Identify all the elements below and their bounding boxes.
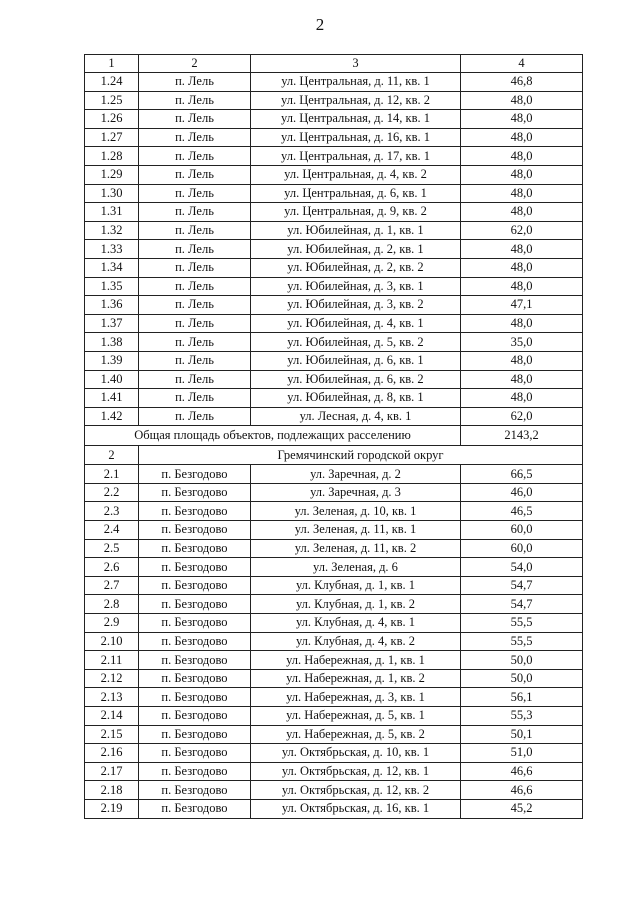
cell-address: ул. Набережная, д. 5, кв. 1 [251,707,461,726]
cell-row-number: 1.25 [85,91,139,110]
table-row [85,147,583,166]
cell-area: 48,0 [461,258,583,277]
cell-address: ул. Юбилейная, д. 6, кв. 2 [251,370,461,389]
table-row [85,558,583,577]
table-row [85,576,583,595]
cell-settlement: п. Лель [139,333,251,352]
cell-address: ул. Юбилейная, д. 3, кв. 1 [251,277,461,296]
cell-row-number: 2.3 [85,502,139,521]
cell-row-number: 1.30 [85,184,139,203]
table-row [85,258,583,277]
table-row [85,128,583,147]
cell-row-number: 2.18 [85,781,139,800]
table-row [85,296,583,315]
table-row [85,184,583,203]
cell-row-number: 2.10 [85,632,139,651]
cell-address: ул. Зеленая, д. 11, кв. 2 [251,539,461,558]
cell-row-number: 1.40 [85,370,139,389]
cell-row-number: 1.35 [85,277,139,296]
cell-area: 46,8 [461,73,583,92]
cell-area: 51,0 [461,744,583,763]
cell-area: 48,0 [461,370,583,389]
cell-area: 48,0 [461,110,583,129]
cell-settlement: п. Безгодово [139,688,251,707]
cell-area: 45,2 [461,799,583,818]
cell-area: 56,1 [461,688,583,707]
cell-settlement: п. Лель [139,203,251,222]
cell-settlement: п. Безгодово [139,725,251,744]
cell-area: 54,7 [461,576,583,595]
cell-area: 55,3 [461,707,583,726]
cell-row-number: 2.12 [85,669,139,688]
cell-area: 60,0 [461,539,583,558]
cell-settlement: п. Безгодово [139,762,251,781]
cell-settlement: п. Лель [139,165,251,184]
cell-address: ул. Октябрьская, д. 12, кв. 1 [251,762,461,781]
cell-settlement: п. Лель [139,314,251,333]
cell-address: ул. Юбилейная, д. 8, кв. 1 [251,389,461,408]
table-row [85,314,583,333]
cell-settlement: п. Безгодово [139,502,251,521]
cell-address: ул. Центральная, д. 17, кв. 1 [251,147,461,166]
cell-row-number: 1.31 [85,203,139,222]
table-row [85,240,583,259]
cell-row-number: 1.41 [85,389,139,408]
resettlement-table [84,54,583,819]
cell-area: 54,0 [461,558,583,577]
cell-settlement: п. Безгодово [139,465,251,484]
cell-row-number: 2.1 [85,465,139,484]
cell-settlement: п. Безгодово [139,521,251,540]
cell-address: ул. Клубная, д. 1, кв. 2 [251,595,461,614]
table-row [85,389,583,408]
table-row [85,110,583,129]
cell-address: ул. Центральная, д. 4, кв. 2 [251,165,461,184]
cell-area: 46,5 [461,502,583,521]
table-row [85,351,583,370]
cell-row-number: 2.5 [85,539,139,558]
cell-row-number: 1.24 [85,73,139,92]
cell-settlement: п. Лель [139,407,251,426]
cell-address: ул. Лесная, д. 4, кв. 1 [251,407,461,426]
cell-settlement: п. Лель [139,73,251,92]
table-row [85,277,583,296]
cell-row-number: 2.6 [85,558,139,577]
cell-area: 48,0 [461,277,583,296]
cell-row-number: 1.36 [85,296,139,315]
table-row [85,73,583,92]
cell-area: 62,0 [461,221,583,240]
cell-area: 55,5 [461,614,583,633]
table-row [85,669,583,688]
cell-address: ул. Клубная, д. 4, кв. 1 [251,614,461,633]
table-row [85,539,583,558]
cell-settlement: п. Безгодово [139,595,251,614]
cell-area: 55,5 [461,632,583,651]
cell-address: ул. Набережная, д. 1, кв. 2 [251,669,461,688]
cell-area: 48,0 [461,314,583,333]
cell-row-number: 1.39 [85,351,139,370]
cell-address: ул. Центральная, д. 16, кв. 1 [251,128,461,147]
cell-row-number: 1.32 [85,221,139,240]
cell-settlement: п. Безгодово [139,539,251,558]
cell-address: ул. Октябрьская, д. 12, кв. 2 [251,781,461,800]
cell-row-number: 1.34 [85,258,139,277]
cell-settlement: п. Безгодово [139,744,251,763]
cell-settlement: п. Лель [139,370,251,389]
cell-area: 46,6 [461,762,583,781]
cell-row-number: 2.13 [85,688,139,707]
cell-area: 46,6 [461,781,583,800]
cell-row-number: 1.26 [85,110,139,129]
cell-address: ул. Клубная, д. 1, кв. 1 [251,576,461,595]
table-row [85,614,583,633]
cell-address: ул. Центральная, д. 12, кв. 2 [251,91,461,110]
cell-row-number: 2.17 [85,762,139,781]
table-row [85,333,583,352]
cell-address: ул. Юбилейная, д. 3, кв. 2 [251,296,461,315]
section-row [85,445,583,465]
header-col-3: 3 [251,55,461,73]
cell-address: ул. Центральная, д. 11, кв. 1 [251,73,461,92]
table-row [85,465,583,484]
cell-address: ул. Набережная, д. 1, кв. 1 [251,651,461,670]
table-body-bezgodovo [85,465,583,818]
cell-row-number: 2.8 [85,595,139,614]
cell-address: ул. Юбилейная, д. 6, кв. 1 [251,351,461,370]
cell-settlement: п. Лель [139,128,251,147]
cell-area: 48,0 [461,389,583,408]
header-col-4: 4 [461,55,583,73]
header-col-1: 1 [85,55,139,73]
table-row [85,483,583,502]
table-row [85,762,583,781]
cell-settlement: п. Лель [139,240,251,259]
cell-settlement: п. Лель [139,296,251,315]
cell-address: ул. Юбилейная, д. 4, кв. 1 [251,314,461,333]
cell-settlement: п. Лель [139,221,251,240]
section-number: 2 [85,445,139,465]
cell-area: 48,0 [461,165,583,184]
table-row [85,595,583,614]
table-row [85,707,583,726]
cell-settlement: п. Лель [139,351,251,370]
table-row [85,632,583,651]
cell-area: 48,0 [461,147,583,166]
cell-address: ул. Юбилейная, д. 1, кв. 1 [251,221,461,240]
cell-address: ул. Юбилейная, д. 5, кв. 2 [251,333,461,352]
cell-settlement: п. Безгодово [139,576,251,595]
cell-address: ул. Зеленая, д. 6 [251,558,461,577]
cell-row-number: 1.38 [85,333,139,352]
cell-area: 50,1 [461,725,583,744]
cell-area: 48,0 [461,91,583,110]
cell-row-number: 1.33 [85,240,139,259]
cell-area: 48,0 [461,128,583,147]
table-row [85,725,583,744]
cell-settlement: п. Безгодово [139,781,251,800]
cell-settlement: п. Безгодово [139,669,251,688]
cell-row-number: 2.19 [85,799,139,818]
cell-settlement: п. Лель [139,258,251,277]
cell-settlement: п. Безгодово [139,558,251,577]
table-row [85,221,583,240]
cell-address: ул. Набережная, д. 5, кв. 2 [251,725,461,744]
header-col-2: 2 [139,55,251,73]
table-row [85,781,583,800]
cell-settlement: п. Лель [139,184,251,203]
cell-row-number: 2.2 [85,483,139,502]
cell-address: ул. Юбилейная, д. 2, кв. 1 [251,240,461,259]
cell-settlement: п. Безгодово [139,799,251,818]
cell-area: 50,0 [461,669,583,688]
table-summary [85,426,583,465]
cell-row-number: 1.27 [85,128,139,147]
table-row [85,521,583,540]
cell-settlement: п. Лель [139,389,251,408]
cell-row-number: 2.9 [85,614,139,633]
cell-address: ул. Набережная, д. 3, кв. 1 [251,688,461,707]
cell-area: 54,7 [461,595,583,614]
cell-settlement: п. Безгодово [139,632,251,651]
table-row [85,688,583,707]
table-row [85,744,583,763]
cell-row-number: 1.29 [85,165,139,184]
table-row [85,799,583,818]
cell-settlement: п. Безгодово [139,651,251,670]
page-number: 2 [315,15,325,34]
cell-row-number: 2.11 [85,651,139,670]
cell-row-number: 1.28 [85,147,139,166]
table-row [85,370,583,389]
cell-address: ул. Октябрьская, д. 16, кв. 1 [251,799,461,818]
cell-area: 50,0 [461,651,583,670]
cell-settlement: п. Безгодово [139,707,251,726]
cell-address: ул. Заречная, д. 2 [251,465,461,484]
cell-area: 60,0 [461,521,583,540]
cell-row-number: 1.37 [85,314,139,333]
cell-area: 48,0 [461,240,583,259]
table-row [85,91,583,110]
cell-address: ул. Центральная, д. 6, кв. 1 [251,184,461,203]
cell-address: ул. Заречная, д. 3 [251,483,461,502]
cell-address: ул. Зеленая, д. 11, кв. 1 [251,521,461,540]
cell-address: ул. Зеленая, д. 10, кв. 1 [251,502,461,521]
cell-settlement: п. Лель [139,91,251,110]
table-row [85,165,583,184]
table-body-lel [85,73,583,426]
cell-address: ул. Центральная, д. 9, кв. 2 [251,203,461,222]
cell-settlement: п. Безгодово [139,614,251,633]
total-label: Общая площадь объектов, подлежащих расселению [85,426,461,446]
cell-address: ул. Октябрьская, д. 10, кв. 1 [251,744,461,763]
cell-row-number: 1.42 [85,407,139,426]
cell-area: 47,1 [461,296,583,315]
cell-address: ул. Центральная, д. 14, кв. 1 [251,110,461,129]
total-row [85,426,583,446]
cell-area: 48,0 [461,184,583,203]
cell-settlement: п. Лель [139,110,251,129]
table-row [85,203,583,222]
cell-settlement: п. Лель [139,147,251,166]
table-row [85,502,583,521]
table-row [85,407,583,426]
cell-address: ул. Юбилейная, д. 2, кв. 2 [251,258,461,277]
cell-area: 48,0 [461,203,583,222]
cell-row-number: 2.7 [85,576,139,595]
cell-area: 66,5 [461,465,583,484]
table-header-row [85,55,583,73]
cell-area: 48,0 [461,351,583,370]
table-row [85,651,583,670]
cell-row-number: 2.4 [85,521,139,540]
cell-area: 62,0 [461,407,583,426]
total-value: 2143,2 [461,426,583,446]
cell-area: 46,0 [461,483,583,502]
cell-row-number: 2.15 [85,725,139,744]
cell-address: ул. Клубная, д. 4, кв. 2 [251,632,461,651]
section-title: Гремячинский городской округ [139,445,583,465]
cell-area: 35,0 [461,333,583,352]
cell-row-number: 2.14 [85,707,139,726]
cell-row-number: 2.16 [85,744,139,763]
cell-settlement: п. Безгодово [139,483,251,502]
cell-settlement: п. Лель [139,277,251,296]
